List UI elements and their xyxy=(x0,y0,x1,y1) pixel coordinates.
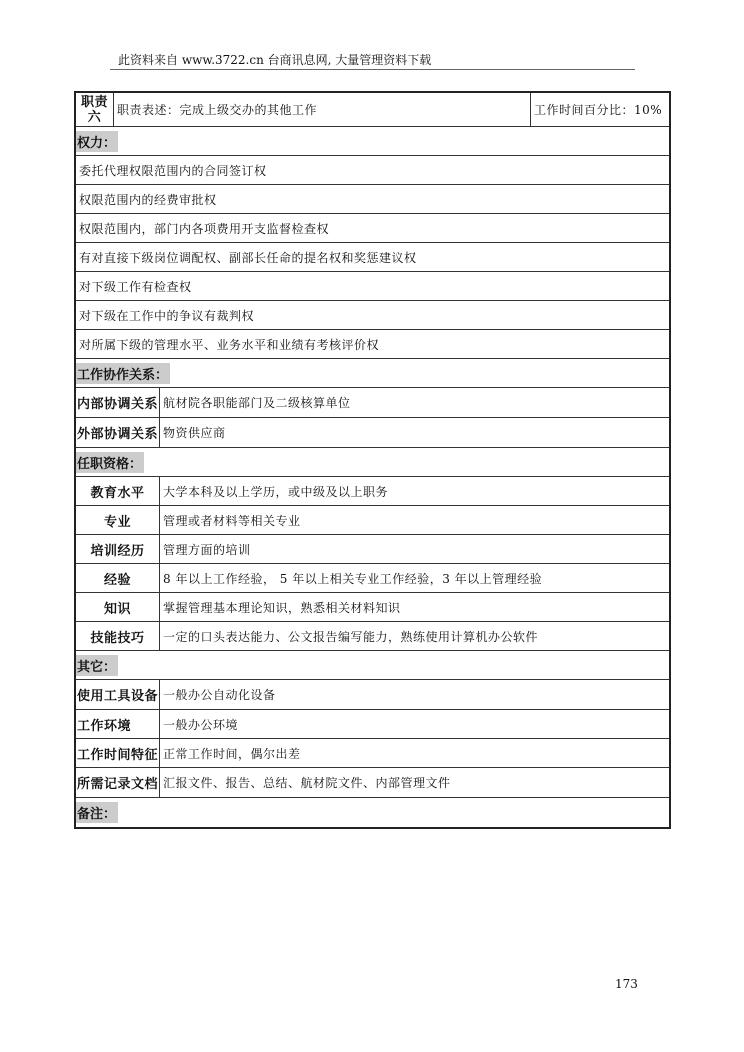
powers-section-title: 权力： xyxy=(76,131,118,152)
other-value: 一般办公环境 xyxy=(163,717,239,732)
power-item xyxy=(76,214,669,243)
power-item xyxy=(76,243,669,272)
other-value: 一般办公自动化设备 xyxy=(163,688,276,702)
other-value: 正常工作时间，偶尔出差 xyxy=(163,746,301,761)
cooperation-section-title: 工作协作关系： xyxy=(76,363,170,384)
powers-section-header xyxy=(76,127,669,156)
qualification-label: 知识 xyxy=(76,593,160,621)
qualification-row xyxy=(76,622,669,651)
qualification-label: 专业 xyxy=(76,506,160,534)
qualification-label: 培训经历 xyxy=(76,535,160,563)
other-section-title: 其它： xyxy=(76,655,118,676)
qualification-label: 教育水平 xyxy=(76,477,160,505)
other-row xyxy=(76,739,669,768)
duty-number-line1: 职责 xyxy=(80,94,108,110)
power-item-text: 权限范围内的经费审批权 xyxy=(79,192,217,207)
cooperation-label: 外部协调关系 xyxy=(76,418,160,447)
duty-number-cell xyxy=(76,93,114,126)
other-value: 汇报文件、报告、总结、航材院文件、内部管理文件 xyxy=(163,776,451,790)
qualification-section-title: 任职资格： xyxy=(76,452,144,473)
power-item-text: 对下级工作有检查权 xyxy=(79,279,192,294)
qualification-value: 大学本科及以上学历，或中级及以上职务 xyxy=(163,484,389,499)
power-item xyxy=(76,301,669,330)
power-item-text: 权限范围内，部门内各项费用开支监督检查权 xyxy=(79,221,330,236)
other-section-header xyxy=(76,651,669,680)
job-description-table xyxy=(74,91,671,829)
other-row xyxy=(76,768,669,798)
duty-row xyxy=(76,93,669,127)
power-item xyxy=(76,185,669,214)
duty-number-line2: 六 xyxy=(87,109,102,125)
other-row xyxy=(76,680,669,710)
power-item xyxy=(76,330,669,359)
cooperation-row xyxy=(76,418,669,448)
power-item xyxy=(76,272,669,301)
power-item-text: 对所属下级的管理水平、业务水平和业绩有考核评价权 xyxy=(79,337,380,352)
qualification-row xyxy=(76,506,669,535)
qualification-label: 经验 xyxy=(76,564,160,592)
duty-time-percentage: 工作时间百分比：10% xyxy=(534,103,663,117)
qualification-value: 8 年以上工作经验， 5 年以上相关专业工作经验，3 年以上管理经验 xyxy=(163,571,543,586)
duty-description: 职责表述：完成上级交办的其他工作 xyxy=(114,93,531,126)
other-label: 所需记录文档 xyxy=(76,768,160,797)
header-divider xyxy=(110,69,635,70)
cooperation-value: 航材院各职能部门及二级核算单位 xyxy=(163,396,351,410)
power-item-text: 对下级在工作中的争议有裁判权 xyxy=(79,308,255,323)
qualification-value: 掌握管理基本理论知识，熟悉相关材料知识 xyxy=(163,600,401,615)
qualification-value: 管理或者材料等相关专业 xyxy=(163,513,301,528)
power-item-text: 委托代理权限范围内的合同签订权 xyxy=(79,163,267,178)
qualification-label: 技能技巧 xyxy=(76,622,160,650)
cooperation-section-header xyxy=(76,359,669,388)
cooperation-value: 物资供应商 xyxy=(163,426,226,440)
other-label: 工作环境 xyxy=(76,710,160,738)
qualification-row xyxy=(76,564,669,593)
qualification-section-header xyxy=(76,448,669,477)
qualification-row xyxy=(76,535,669,564)
power-item-text: 有对直接下级岗位调配权、副部长任命的提名权和奖惩建议权 xyxy=(79,250,417,265)
qualification-value: 管理方面的培训 xyxy=(163,542,251,557)
qualification-value: 一定的口头表达能力、公文报告编写能力，熟练使用计算机办公软件 xyxy=(163,629,539,644)
other-label: 工作时间特征 xyxy=(76,739,160,767)
page-header-text: 此资料来自 www.3722.cn 台商讯息网, 大量管理资料下载 xyxy=(118,53,432,67)
other-label: 使用工具设备 xyxy=(76,680,160,709)
cooperation-label: 内部协调关系 xyxy=(76,388,160,417)
other-row xyxy=(76,710,669,739)
qualification-row xyxy=(76,593,669,622)
remarks-section-title: 备注： xyxy=(76,802,118,823)
remarks-section-header xyxy=(76,798,669,827)
cooperation-row xyxy=(76,388,669,418)
power-item xyxy=(76,156,669,185)
qualification-row xyxy=(76,477,669,506)
page-number: 173 xyxy=(615,977,638,991)
